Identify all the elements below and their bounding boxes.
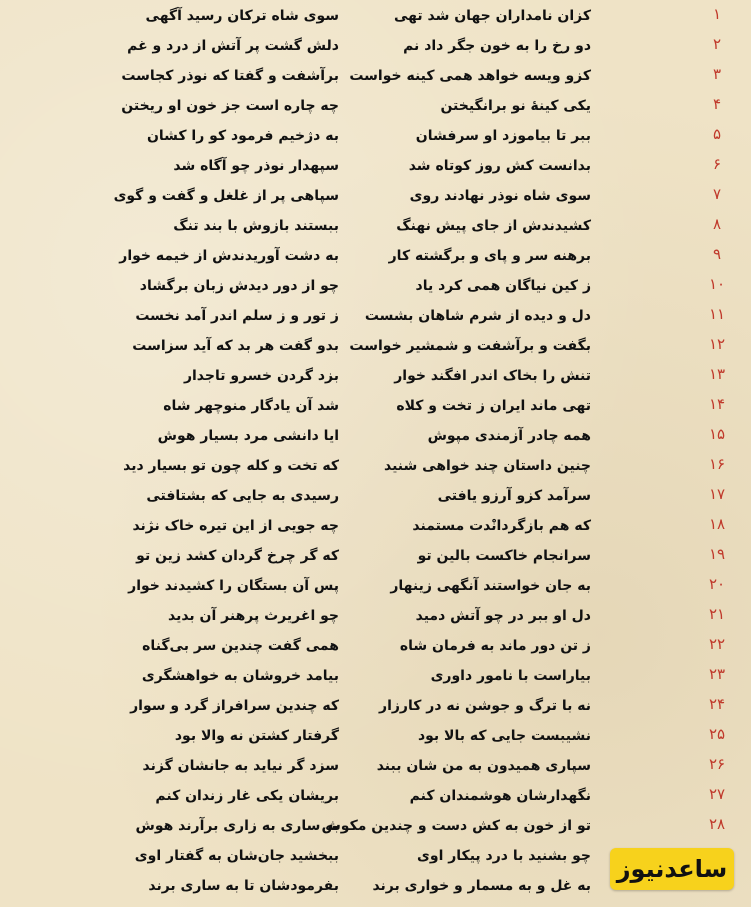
verse-row <box>0 123 751 153</box>
verse-row <box>0 423 751 453</box>
verse-row <box>0 513 751 543</box>
first-hemistich: بریشان یکی غار زندان کنم <box>155 788 339 804</box>
first-hemistich: همی گفت چندین سر بی‌گناه <box>142 638 339 654</box>
verse-row <box>0 333 751 363</box>
first-hemistich: به دژخیم فرمود کو را کشان <box>146 128 339 144</box>
second-hemistich: کزو ویسه خواهد همی کینه خواست <box>349 68 591 84</box>
verse-row <box>0 63 751 93</box>
verse-row <box>0 3 751 33</box>
second-hemistich: سرآمد کزو آرزو یافتی <box>437 488 591 504</box>
second-hemistich: سرانجام خاکست بالین تو <box>417 548 591 564</box>
second-hemistich: تنش را بخاک اندر افگند خوار <box>394 368 591 384</box>
verse-number: ۴ <box>712 95 722 113</box>
first-hemistich: ببستند بازوش با بند تنگ <box>173 218 339 234</box>
verse-row <box>0 483 751 513</box>
verse-row <box>0 363 751 393</box>
second-hemistich: ز کین نیاگان همی کرد یاد <box>415 278 591 294</box>
second-hemistich: دل و دیده از شرم شاهان بشست <box>364 308 591 324</box>
second-hemistich: بدانست کش روز کوتاه شد <box>408 158 591 174</box>
first-hemistich: که گر چرخ گردان کشد زین تو <box>136 548 339 564</box>
first-hemistich: سزد گر نیاید به جانشان گزند <box>142 758 339 774</box>
verse-row <box>0 273 751 303</box>
verse-number: ۱۴ <box>708 395 726 413</box>
verse-row <box>0 573 751 603</box>
second-hemistich: کشیدندش از جای پیش نهنگ <box>396 218 591 234</box>
verse-row <box>0 303 751 333</box>
second-hemistich: چنین داستان چند خواهی شنید <box>384 458 591 474</box>
verse-row <box>0 693 751 723</box>
verse-row <box>0 243 751 273</box>
first-hemistich: ایا دانشی مرد بسیار هوش <box>157 428 339 444</box>
verse-row <box>0 603 751 633</box>
second-hemistich: نه با ترگ و جوشن نه در کارزار <box>379 698 591 714</box>
second-hemistich: یکی کینهٔ نو برانگیختن <box>440 98 591 114</box>
first-hemistich: رسیدی به جایی که بشتافتی <box>146 488 339 504</box>
verse-row <box>0 183 751 213</box>
verse-number: ۲۵ <box>708 725 726 743</box>
verse-number: ۲ <box>712 35 722 53</box>
second-hemistich: که هم بازگردانْدت مستمند <box>412 518 591 534</box>
verse-number: ۸ <box>712 215 722 233</box>
first-hemistich: شد آن یادگار منوچهر شاه <box>163 398 339 414</box>
verse-number: ۲۷ <box>708 785 726 803</box>
second-hemistich: نگهدارشان هوشمندان کنم <box>409 788 591 804</box>
second-hemistich: تهی ماند ایران ز تخت و کلاه <box>396 398 591 414</box>
second-hemistich: برهنه سر و پای و برگشته کار <box>388 248 591 264</box>
first-hemistich: ببخشید جان‌شان به گفتار اوی <box>134 848 339 864</box>
verse-row <box>0 453 751 483</box>
verse-number: ۱۵ <box>708 425 726 443</box>
verse-number: ۹ <box>712 245 722 263</box>
second-hemistich: ز تن دور ماند به فرمان شاه <box>399 638 591 654</box>
verse-number: ۳ <box>712 65 722 83</box>
verse-number: ۱۳ <box>708 365 726 383</box>
verse-number: ۱۷ <box>708 485 726 503</box>
second-hemistich: سوی شاه نوذر نهادند روی <box>409 188 591 204</box>
verse-number: ۱ <box>712 5 722 23</box>
first-hemistich: چه جویی از این تیره خاک نژند <box>132 518 339 534</box>
verse-row <box>0 663 751 693</box>
verse-row <box>0 753 751 783</box>
first-hemistich: بیامد خروشان به خواهشگری <box>141 668 339 684</box>
second-hemistich: سپاری همیدون به من شان ببند <box>376 758 591 774</box>
second-hemistich: نشیبست جایی که بالا بود <box>417 728 591 744</box>
second-hemistich: به غل و به مسمار و خواری برند <box>372 878 591 894</box>
first-hemistich: بدو گفت هر بد که آید سزاست <box>132 338 339 354</box>
first-hemistich: بزد گردن خسرو تاجدار <box>183 368 339 384</box>
first-hemistich: برآشفت و گفتا که نوذر کجاست <box>121 68 339 84</box>
first-hemistich: چو اغریرث پرهنر آن بدید <box>167 608 339 624</box>
second-hemistich: دو رخ را به خون جگر داد نم <box>403 38 591 54</box>
first-hemistich: گرفتار کشتن نه والا بود <box>174 728 339 744</box>
verse-row <box>0 393 751 423</box>
verse-number: ۱۹ <box>708 545 726 563</box>
first-hemistich: سپاهی پر از غلغل و گفت و گوی <box>113 188 339 204</box>
verse-number: ۲۱ <box>708 605 726 623</box>
verse-row <box>0 213 751 243</box>
first-hemistich: به ساری به زاری برآرند هوش <box>135 818 339 834</box>
verse-number: ۵ <box>712 125 722 143</box>
verse-number: ۲۳ <box>708 665 726 683</box>
first-hemistich: چه چاره است جز خون او ریختن <box>121 98 339 114</box>
verse-row <box>0 93 751 123</box>
verse-row <box>0 783 751 813</box>
first-hemistich: بفرمودشان تا به ساری برند <box>148 878 339 894</box>
poem-table <box>0 3 751 903</box>
site-logo: ساعدنیوز <box>610 848 734 890</box>
verse-number: ۱۲ <box>708 335 726 353</box>
verse-number: ۱۶ <box>708 455 726 473</box>
verse-number: ۱۰ <box>708 275 726 293</box>
second-hemistich: تو از خون به کش دست و چندین مکوش <box>321 818 591 834</box>
first-hemistich: که تخت و کله چون تو بسیار دید <box>123 458 339 474</box>
verse-row <box>0 33 751 63</box>
verse-number: ۲۲ <box>708 635 726 653</box>
first-hemistich: چو از دور دیدش زبان برگشاد <box>139 278 339 294</box>
second-hemistich: به جان خواستند آنگهی زینهار <box>390 578 591 594</box>
first-hemistich: ز تور و ز سلم اندر آمد نخست <box>135 308 339 324</box>
second-hemistich: بگفت و برآشفت و شمشیر خواست <box>349 338 591 354</box>
verse-number: ۶ <box>712 155 722 173</box>
first-hemistich: سوی شاه ترکان رسید آگهی <box>145 8 339 24</box>
second-hemistich: کزان نامداران جهان شد تهی <box>393 8 591 24</box>
verse-row <box>0 813 751 843</box>
first-hemistich: سپهدار نوذر چو آگاه شد <box>173 158 339 174</box>
first-hemistich: به دشت آوریدندش از خیمه خوار <box>119 248 339 264</box>
verse-row <box>0 723 751 753</box>
verse-number: ۲۴ <box>708 695 726 713</box>
first-hemistich: پس آن بستگان را کشیدند خوار <box>128 578 339 594</box>
verse-number: ۱۸ <box>708 515 726 533</box>
second-hemistich: دل او ببر در چو آتش دمید <box>415 608 591 624</box>
first-hemistich: که چندین سرافراز گرد و سوار <box>130 698 339 714</box>
verse-number: ۲۸ <box>708 815 726 833</box>
verse-number: ۲۶ <box>708 755 726 773</box>
first-hemistich: دلش گشت پر آتش از درد و غم <box>127 38 339 54</box>
second-hemistich: ببر تا بیاموزد او سرفشان <box>415 128 591 144</box>
verse-number: ۲۰ <box>708 575 726 593</box>
second-hemistich: بیاراست با نامور داوری <box>430 668 591 684</box>
verse-number: ۷ <box>712 185 722 203</box>
verse-row <box>0 543 751 573</box>
verse-row <box>0 633 751 663</box>
verse-row <box>0 153 751 183</box>
second-hemistich: چو بشنید با درد پیکار اوی <box>417 848 591 864</box>
verse-number: ۱۱ <box>708 305 726 323</box>
second-hemistich: همه چادر آزمندی مپوش <box>427 428 591 444</box>
